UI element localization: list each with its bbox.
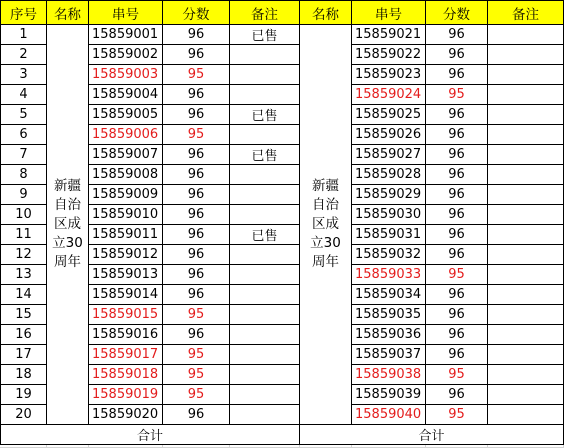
score-cell-left[interactable]: 95: [163, 125, 230, 145]
note-cell-right[interactable]: [488, 165, 564, 185]
serial-cell-right[interactable]: 15859026: [352, 125, 426, 145]
score-cell-right[interactable]: 95: [426, 365, 488, 385]
serial-cell-left[interactable]: 15859011: [89, 225, 163, 245]
score-cell-left[interactable]: 96: [163, 145, 230, 165]
header-serial-left[interactable]: 串号: [89, 0, 163, 25]
serial-cell-left[interactable]: 15859014: [89, 285, 163, 305]
score-cell-right[interactable]: 96: [426, 125, 488, 145]
row-index[interactable]: 12: [0, 245, 47, 265]
score-cell-right[interactable]: 96: [426, 345, 488, 365]
note-cell-right[interactable]: [488, 205, 564, 225]
note-cell-left[interactable]: [230, 285, 300, 305]
section-name-right[interactable]: [300, 25, 352, 425]
score-cell-left[interactable]: 95: [163, 65, 230, 85]
row-index[interactable]: 1: [0, 25, 47, 45]
score-cell-left[interactable]: 96: [163, 25, 230, 45]
serial-cell-left[interactable]: 15859012: [89, 245, 163, 265]
note-cell-left[interactable]: [230, 165, 300, 185]
serial-cell-left[interactable]: 15859009: [89, 185, 163, 205]
score-cell-left[interactable]: 96: [163, 105, 230, 125]
serial-cell-right[interactable]: 15859028: [352, 165, 426, 185]
serial-cell-right[interactable]: 15859025: [352, 105, 426, 125]
note-cell-right[interactable]: [488, 25, 564, 45]
serial-cell-right[interactable]: 15859024: [352, 85, 426, 105]
row-index[interactable]: 11: [0, 225, 47, 245]
serial-cell-right[interactable]: 15859021: [352, 25, 426, 45]
row-index[interactable]: 4: [0, 85, 47, 105]
note-cell-left[interactable]: 已售: [230, 25, 300, 45]
score-cell-right[interactable]: 96: [426, 25, 488, 45]
serial-cell-left[interactable]: 15859020: [89, 405, 163, 425]
note-cell-left[interactable]: 已售: [230, 145, 300, 165]
note-cell-right[interactable]: [488, 245, 564, 265]
row-index[interactable]: 13: [0, 265, 47, 285]
header-serial-right[interactable]: 串号: [352, 0, 426, 25]
score-cell-right[interactable]: 96: [426, 105, 488, 125]
row-index[interactable]: 8: [0, 165, 47, 185]
row-index[interactable]: 6: [0, 125, 47, 145]
serial-cell-left[interactable]: 15859006: [89, 125, 163, 145]
note-cell-left[interactable]: 已售: [230, 225, 300, 245]
serial-cell-left[interactable]: 15859018: [89, 365, 163, 385]
note-cell-left[interactable]: [230, 185, 300, 205]
score-cell-right[interactable]: 96: [426, 65, 488, 85]
score-cell-right[interactable]: 96: [426, 185, 488, 205]
header-index[interactable]: 序号: [0, 0, 47, 25]
note-cell-right[interactable]: [488, 185, 564, 205]
serial-cell-right[interactable]: 15859029: [352, 185, 426, 205]
note-cell-right[interactable]: [488, 105, 564, 125]
serial-cell-left[interactable]: 15859016: [89, 325, 163, 345]
note-cell-left[interactable]: [230, 245, 300, 265]
note-cell-right[interactable]: [488, 65, 564, 85]
score-cell-left[interactable]: 96: [163, 325, 230, 345]
row-index[interactable]: 9: [0, 185, 47, 205]
row-index[interactable]: 3: [0, 65, 47, 85]
score-cell-left[interactable]: 96: [163, 45, 230, 65]
score-cell-left[interactable]: 96: [163, 285, 230, 305]
header-score-left[interactable]: 分数: [163, 0, 230, 25]
note-cell-right[interactable]: [488, 85, 564, 105]
score-cell-right[interactable]: 96: [426, 225, 488, 245]
serial-cell-right[interactable]: 15859036: [352, 325, 426, 345]
note-cell-left[interactable]: [230, 85, 300, 105]
note-cell-right[interactable]: [488, 225, 564, 245]
serial-cell-right[interactable]: 15859039: [352, 385, 426, 405]
row-index[interactable]: 17: [0, 345, 47, 365]
note-cell-right[interactable]: [488, 385, 564, 405]
row-index[interactable]: 14: [0, 285, 47, 305]
note-cell-right[interactable]: [488, 305, 564, 325]
note-cell-right[interactable]: [488, 265, 564, 285]
serial-cell-right[interactable]: 15859037: [352, 345, 426, 365]
total-label-left[interactable]: 合计: [0, 425, 300, 445]
score-cell-right[interactable]: 96: [426, 325, 488, 345]
header-note-right[interactable]: 备注: [488, 0, 564, 25]
serial-cell-right[interactable]: 15859038: [352, 365, 426, 385]
serial-cell-right[interactable]: 15859040: [352, 405, 426, 425]
score-cell-right[interactable]: 96: [426, 245, 488, 265]
note-cell-right[interactable]: [488, 365, 564, 385]
note-cell-left[interactable]: [230, 265, 300, 285]
score-cell-left[interactable]: 95: [163, 305, 230, 325]
serial-cell-right[interactable]: 15859027: [352, 145, 426, 165]
score-cell-left[interactable]: 95: [163, 385, 230, 405]
note-cell-right[interactable]: [488, 125, 564, 145]
serial-cell-right[interactable]: 15859022: [352, 45, 426, 65]
note-cell-right[interactable]: [488, 145, 564, 165]
serial-cell-left[interactable]: 15859005: [89, 105, 163, 125]
serial-cell-right[interactable]: 15859023: [352, 65, 426, 85]
score-cell-right[interactable]: 96: [426, 385, 488, 405]
serial-cell-left[interactable]: 15859002: [89, 45, 163, 65]
row-index[interactable]: 2: [0, 45, 47, 65]
serial-cell-right[interactable]: 15859032: [352, 245, 426, 265]
row-index[interactable]: 19: [0, 385, 47, 405]
score-cell-left[interactable]: 96: [163, 185, 230, 205]
header-name-right[interactable]: 名称: [300, 0, 352, 25]
row-index[interactable]: 20: [0, 405, 47, 425]
note-cell-right[interactable]: [488, 45, 564, 65]
score-cell-left[interactable]: 96: [163, 265, 230, 285]
note-cell-left[interactable]: [230, 405, 300, 425]
score-cell-right[interactable]: 96: [426, 45, 488, 65]
note-cell-left[interactable]: 已售: [230, 105, 300, 125]
serial-cell-left[interactable]: 15859019: [89, 385, 163, 405]
score-cell-left[interactable]: 96: [163, 245, 230, 265]
note-cell-left[interactable]: [230, 65, 300, 85]
note-cell-right[interactable]: [488, 285, 564, 305]
serial-cell-right[interactable]: 15859035: [352, 305, 426, 325]
note-cell-left[interactable]: [230, 305, 300, 325]
serial-cell-left[interactable]: 15859010: [89, 205, 163, 225]
note-cell-right[interactable]: [488, 405, 564, 425]
serial-cell-left[interactable]: 15859003: [89, 65, 163, 85]
serial-cell-left[interactable]: 15859008: [89, 165, 163, 185]
section-name-text: 新疆自治区成立30周年: [52, 178, 83, 270]
row-index[interactable]: 15: [0, 305, 47, 325]
score-cell-left[interactable]: 96: [163, 225, 230, 245]
note-cell-right[interactable]: [488, 325, 564, 345]
row-index[interactable]: 10: [0, 205, 47, 225]
note-cell-left[interactable]: [230, 45, 300, 65]
note-cell-left[interactable]: [230, 205, 300, 225]
serial-cell-right[interactable]: 15859034: [352, 285, 426, 305]
row-index[interactable]: 18: [0, 365, 47, 385]
score-cell-left[interactable]: 96: [163, 165, 230, 185]
note-cell-right[interactable]: [488, 345, 564, 365]
score-cell-right[interactable]: 96: [426, 165, 488, 185]
score-cell-right[interactable]: 95: [426, 265, 488, 285]
score-cell-right[interactable]: 96: [426, 145, 488, 165]
score-cell-left[interactable]: 96: [163, 205, 230, 225]
header-score-right[interactable]: 分数: [426, 0, 488, 25]
row-index[interactable]: 7: [0, 145, 47, 165]
serial-cell-left[interactable]: 15859017: [89, 345, 163, 365]
row-index[interactable]: 16: [0, 325, 47, 345]
section-name-left[interactable]: [47, 25, 89, 425]
serial-cell-left[interactable]: 15859007: [89, 145, 163, 165]
row-index[interactable]: 5: [0, 105, 47, 125]
serial-cell-right[interactable]: 15859033: [352, 265, 426, 285]
score-cell-right[interactable]: 96: [426, 305, 488, 325]
serial-cell-left[interactable]: 15859001: [89, 25, 163, 45]
score-cell-left[interactable]: 95: [163, 345, 230, 365]
serial-cell-left[interactable]: 15859015: [89, 305, 163, 325]
score-cell-left[interactable]: 95: [163, 365, 230, 385]
header-note-left[interactable]: 备注: [230, 0, 300, 25]
section-name-text: 新疆自治区成立30周年: [310, 178, 341, 270]
score-cell-right[interactable]: 95: [426, 85, 488, 105]
score-cell-right[interactable]: 95: [426, 405, 488, 425]
score-cell-left[interactable]: 96: [163, 405, 230, 425]
serial-cell-left[interactable]: 15859013: [89, 265, 163, 285]
total-label-right[interactable]: 合计: [300, 425, 564, 445]
score-cell-right[interactable]: 96: [426, 285, 488, 305]
score-cell-left[interactable]: 96: [163, 85, 230, 105]
serial-cell-right[interactable]: 15859031: [352, 225, 426, 245]
score-cell-right[interactable]: 96: [426, 205, 488, 225]
note-cell-left[interactable]: [230, 385, 300, 405]
serial-cell-left[interactable]: 15859004: [89, 85, 163, 105]
note-cell-left[interactable]: [230, 325, 300, 345]
note-cell-left[interactable]: [230, 125, 300, 145]
note-cell-left[interactable]: [230, 365, 300, 385]
serial-cell-right[interactable]: 15859030: [352, 205, 426, 225]
note-cell-left[interactable]: [230, 345, 300, 365]
header-name-left[interactable]: 名称: [47, 0, 89, 25]
